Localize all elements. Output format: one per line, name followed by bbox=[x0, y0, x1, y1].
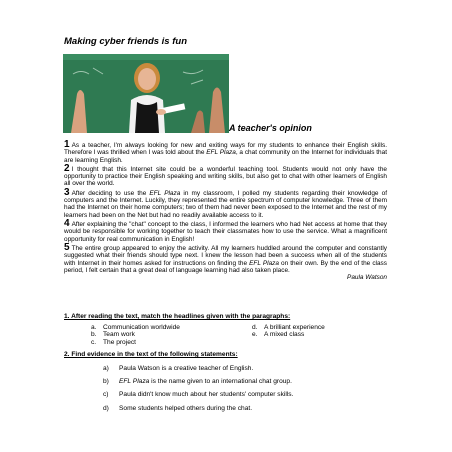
statement-text: is the name given to an international chat group. bbox=[149, 378, 292, 386]
statement-item bbox=[103, 391, 293, 404]
exercise-2-heading: 2. Find evidence in the text of the following statements: bbox=[64, 351, 238, 358]
headline-option bbox=[252, 324, 325, 331]
emphasis-text: EFL Plaza bbox=[149, 189, 181, 197]
option-letter: e. bbox=[252, 331, 258, 339]
paragraph-text: As a teacher, I'm always looking for new and exiting ways for my students to enhance their English skills. Therefore I was thrilled when I was told about the bbox=[64, 142, 387, 157]
emphasis-text: EFL Plaza bbox=[119, 378, 150, 386]
paragraph-number: 2 bbox=[64, 162, 70, 174]
statement-text: Some students helped others during the chat. bbox=[119, 404, 253, 412]
article-subtitle: A teacher's opinion bbox=[229, 123, 312, 133]
paragraph-text: I thought that this Internet site could be a wonderful teaching tool. Students would not only have the opportunity to practice their English speaking and writing skills, but also get to chat with other learners of English all over the world. bbox=[64, 165, 387, 188]
statement-letter: b) bbox=[103, 378, 109, 386]
headline-column-right bbox=[252, 324, 325, 339]
exercise-1-heading: 1. After reading the text, match the headlines given with the paragraphs: bbox=[64, 313, 291, 320]
option-text: The project bbox=[103, 338, 136, 346]
option-text: A brilliant experience bbox=[264, 324, 325, 331]
teacher-photo-icon bbox=[63, 54, 229, 133]
option-letter: a. bbox=[91, 324, 97, 331]
teacher-photo bbox=[63, 54, 229, 133]
option-letter: d. bbox=[252, 324, 258, 331]
paragraph-text: on their own. By the end of the class period, I felt certain that a great deal of language learning had also taken place. bbox=[64, 259, 387, 274]
statement-text: Paula didn't know much about her students' computer skills. bbox=[119, 391, 294, 399]
paragraph-number: 5 bbox=[64, 242, 70, 253]
statement-letter: c) bbox=[103, 391, 109, 399]
headline-option bbox=[252, 331, 325, 338]
paragraph-text: After deciding to use the bbox=[71, 189, 150, 197]
statement-letter: a) bbox=[103, 365, 109, 372]
headline-column-left bbox=[91, 324, 180, 346]
emphasis-text: EFL Plaza bbox=[249, 259, 279, 267]
paragraph-number: 3 bbox=[64, 186, 70, 198]
option-text: Communication worldwide bbox=[103, 324, 180, 331]
page-title: Making cyber friends is fun bbox=[64, 36, 187, 47]
author-signature: Paula Watson bbox=[347, 274, 387, 282]
statement-item bbox=[103, 405, 293, 418]
paragraph-text: , a chat community on the Internet for individuals that are learning English. bbox=[64, 149, 387, 164]
paragraph-3 bbox=[64, 186, 387, 219]
paragraph-5 bbox=[64, 244, 387, 274]
emphasis-text: EFL Plaza bbox=[206, 149, 236, 157]
paragraph-2 bbox=[64, 162, 387, 188]
statement-list bbox=[103, 365, 293, 418]
statement-text: Paula Watson is a creative teacher of English. bbox=[119, 365, 254, 372]
paragraph-text: in my classroom, I polled my students regarding their knowledge of computers and the Internet. Luckily, they represented the entire spectrum of computer knowledge. Three of them had the Internet on their home computers; two of them had never been exposed to the Internet and the rest of my learners had been on the Net but had no readily available access to it. bbox=[64, 189, 387, 219]
paragraph-text: The entire group appeared to enjoy the activity. All my learners huddled around the computer and constantly suggested what their friends should type next. I knew the lesson had been a success when all of the students with Internet in their homes asked for instructions on finding the bbox=[64, 245, 387, 267]
headline-option bbox=[91, 331, 180, 338]
statement-letter: d) bbox=[103, 404, 109, 412]
article-body bbox=[64, 141, 387, 281]
paragraph-number: 4 bbox=[64, 218, 70, 230]
statement-item bbox=[103, 365, 293, 378]
headline-option bbox=[91, 339, 180, 346]
option-text: Team work bbox=[103, 331, 135, 339]
option-letter: b. bbox=[91, 331, 97, 339]
paragraph-4 bbox=[64, 220, 387, 243]
statement-item bbox=[103, 378, 293, 391]
headline-option bbox=[91, 324, 180, 331]
option-letter: c. bbox=[91, 338, 97, 346]
paragraph-number: 1 bbox=[64, 139, 70, 150]
paragraph-1 bbox=[64, 141, 387, 164]
paragraph-text: After explaining the "chat" concept to the class, I informed the learners who had Net access at home that they would be responsible for working together to teach their classmates how to use the service. What a magnificent opportunity for real communication in English! bbox=[64, 221, 387, 243]
option-text: A mixed class bbox=[264, 331, 305, 339]
